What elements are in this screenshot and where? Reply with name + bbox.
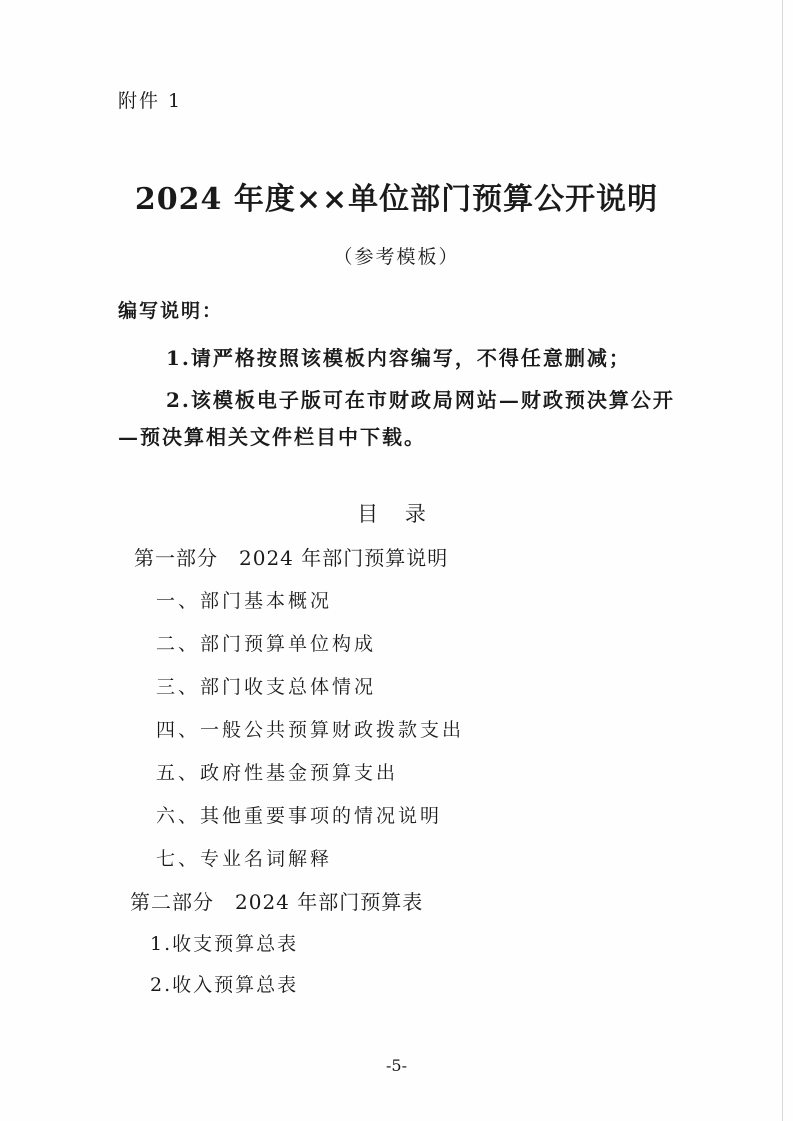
scan-edge-line [782,0,783,1121]
toc-part-2: 第二部分 2024 年部门预算表 [130,890,424,914]
toc-item: 五、政府性基金预算支出 [156,762,399,784]
toc-heading: 目 录 [357,502,436,526]
writing-notes-heading: 编写说明： [118,300,224,322]
toc-part-1: 第一部分 2024 年部门预算说明 [134,546,449,570]
attachment-label: 附件 1 [118,90,183,112]
toc-item: 七、专业名词解释 [156,848,333,870]
writing-note-1: 1.请严格按照该模板内容编写，不得任意删减； [166,346,631,370]
toc-item: 一、部门基本概况 [156,590,333,612]
page-number: -5- [386,1056,407,1075]
toc-item: 二、部门预算单位构成 [156,633,377,655]
toc-item: 四、一般公共预算财政拨款支出 [156,719,465,741]
toc-item: 六、其他重要事项的情况说明 [156,805,443,827]
writing-note-2-line-2: —预决算相关文件栏目中下载。 [118,425,426,449]
toc-item: 2.收入预算总表 [150,974,299,996]
document-title: 2024 年度××单位部门预算公开说明 [134,182,659,217]
document-subtitle: （参考模板） [333,246,460,268]
writing-note-2-line-1: 2.该模板电子版可在市财政局网站—财政预决算公开 [166,388,675,412]
toc-item: 三、部门收支总体情况 [156,676,377,698]
toc-item: 1.收支预算总表 [150,933,299,955]
